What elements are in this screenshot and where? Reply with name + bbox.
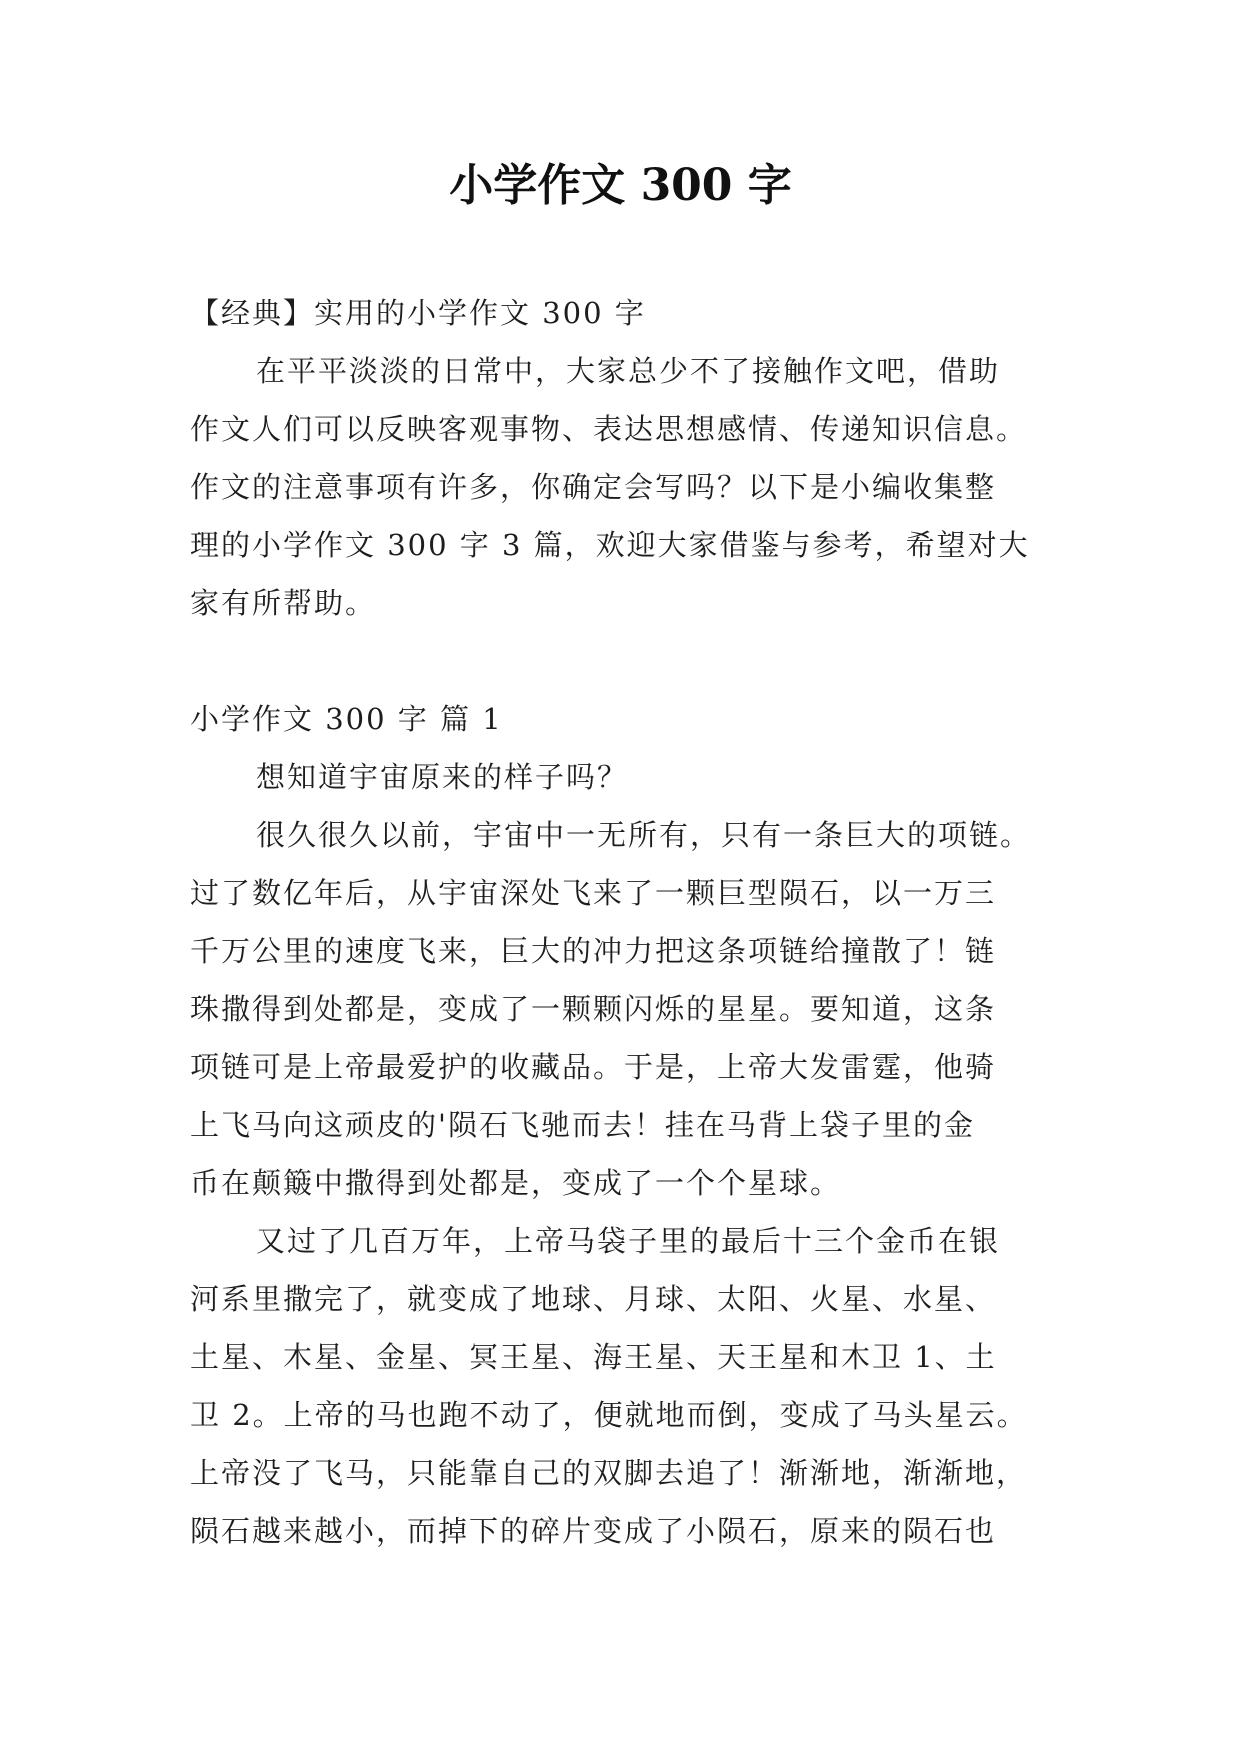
article-line: 上飞马向这顽皮的'陨石飞驰而去！挂在马背上袋子里的金 [190,1108,975,1142]
intro-line: 作文的注意事项有许多，你确定会写吗？以下是小编收集整 [190,470,997,504]
article-paragraph-question: 想知道宇宙原来的样子吗？ [256,760,629,794]
article-line: 币在颠簸中撒得到处都是，变成了一个个星球。 [190,1166,842,1200]
article-paragraph [190,1212,1050,1560]
article-line: 项链可是上帝最爱护的收藏品。于是，上帝大发雷霆，他骑 [190,1050,997,1084]
intro-line: 理的小学作文 300 字 3 篇，欢迎大家借鉴与参考，希望对大 [190,528,1030,562]
intro-subtitle: 【经典】实用的小学作文 300 字 [190,296,646,330]
article-paragraph [190,806,1050,1212]
section-spacer [190,632,1050,690]
article-line: 过了数亿年后，从宇宙深处飞来了一颗巨型陨石，以一万三 [190,876,997,910]
intro-line: 家有所帮助。 [190,586,377,620]
intro-line: 在平平淡淡的日常中，大家总少不了接触作文吧，借助 [256,354,1001,388]
article-line: 卫 2。上帝的马也跑不动了，便就地而倒，变成了马头星云。 [190,1398,1028,1432]
article-line: 珠撒得到处都是，变成了一颗颗闪烁的星星。要知道，这条 [190,992,997,1026]
article-heading: 小学作文 300 字 篇 1 [190,702,503,736]
intro-paragraph [190,342,1050,632]
article-line: 土星、木星、金星、冥王星、海王星、天王星和木卫 1、土 [190,1340,997,1374]
article-line: 陨石越来越小，而掉下的碎片变成了小陨石，原来的陨石也 [190,1514,997,1548]
document-title: 小学作文 300 字 [449,160,792,211]
article-line: 千万公里的速度飞来，巨大的冲力把这条项链给撞散了！链 [190,934,997,968]
article-line: 河系里撒完了，就变成了地球、月球、太阳、火星、水星、 [190,1282,997,1316]
intro-line: 作文人们可以反映客观事物、表达思想感情、传递知识信息。 [190,412,1028,446]
article-line: 又过了几百万年，上帝马袋子里的最后十三个金币在银 [256,1224,1001,1258]
article-line: 上帝没了飞马，只能靠自己的双脚去追了！渐渐地，渐渐地， [190,1456,1028,1490]
article-line: 很久很久以前，宇宙中一无所有，只有一条巨大的项链。 [256,818,1032,852]
document-body [190,284,1050,1560]
